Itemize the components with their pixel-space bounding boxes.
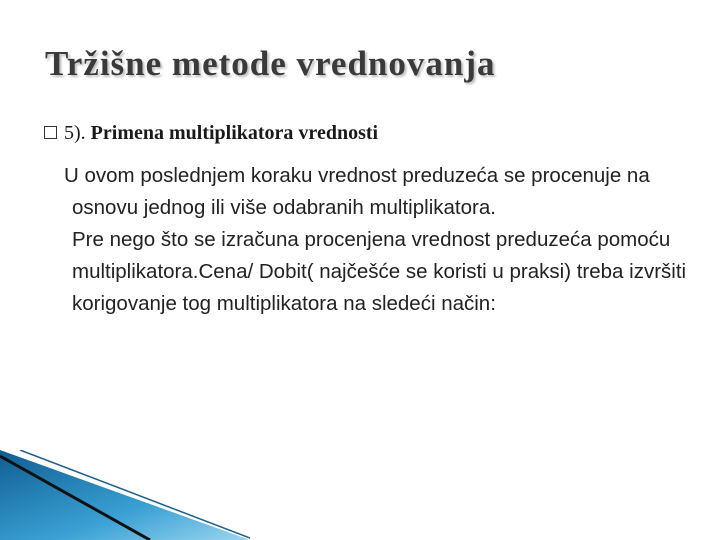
paragraph-2: Pre nego što se izračuna procenjena vrednost preduzeća pomoću multiplikatora.Cena/ Dobit( najčešće se koristi u praksi) treba izvršiti korigovanje tog multiplikatora na sledeći način: <box>72 228 687 315</box>
bullet-heading: Primena multiplikatora vrednosti <box>90 122 379 144</box>
corner-decoration <box>0 450 250 540</box>
square-bullet-icon <box>44 126 57 139</box>
body-text <box>64 160 704 320</box>
slide-title: Tržišne metode vrednovanja <box>45 44 496 83</box>
paragraph-1: U ovom poslednjem koraku vrednost preduzeća se procenuje na osnovu jednog ili više odabranih multiplikatora. <box>64 164 650 219</box>
bullet-number: 5). <box>64 122 86 144</box>
bullet-heading-line <box>44 122 378 145</box>
